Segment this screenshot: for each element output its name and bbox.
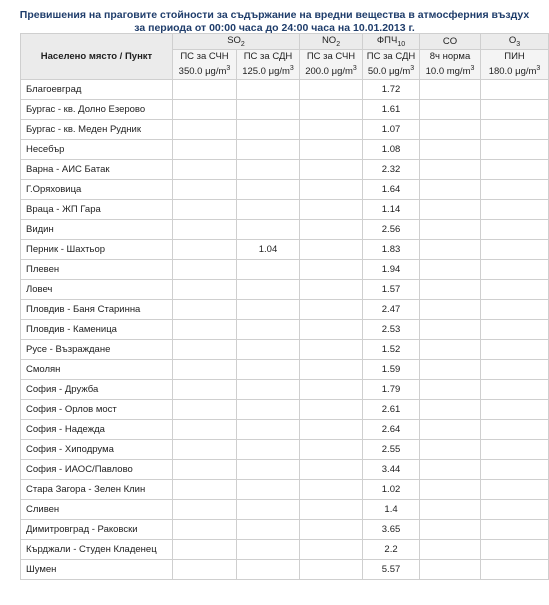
value-pm10-24h: 1.59	[363, 360, 420, 380]
value-so2-1h	[173, 460, 237, 480]
value-no2-1h	[300, 420, 363, 440]
value-o3	[481, 220, 549, 240]
value-pm10-24h: 3.65	[363, 520, 420, 540]
value-o3	[481, 140, 549, 160]
station-name: София - ИАОС/Павлово	[21, 460, 173, 480]
table-row	[21, 400, 549, 420]
value-no2-1h	[300, 200, 363, 220]
exceedance-table	[20, 33, 549, 580]
table-row	[21, 520, 549, 540]
station-name: Русе - Възраждане	[21, 340, 173, 360]
table-row	[21, 300, 549, 320]
station-name: Смолян	[21, 360, 173, 380]
report-title	[0, 0, 549, 33]
station-name: Шумен	[21, 560, 173, 580]
value-o3	[481, 320, 549, 340]
value-so2-1h	[173, 520, 237, 540]
value-no2-1h	[300, 360, 363, 380]
station-name: Несебър	[21, 140, 173, 160]
table-body	[21, 80, 549, 580]
value-pm10-24h: 3.44	[363, 460, 420, 480]
value-so2-1h	[173, 200, 237, 220]
value-co-8h	[420, 280, 481, 300]
value-so2-1h	[173, 540, 237, 560]
value-so2-24h	[237, 480, 300, 500]
station-name: Сливен	[21, 500, 173, 520]
value-co-8h	[420, 160, 481, 180]
value-co-8h	[420, 240, 481, 260]
value-co-8h	[420, 220, 481, 240]
table-row	[21, 100, 549, 120]
station-name: Кърджали - Студен Кладенец	[21, 540, 173, 560]
value-so2-24h	[237, 100, 300, 120]
value-so2-1h	[173, 280, 237, 300]
column-header-no2: $NO_2$	[300, 34, 363, 50]
value-so2-1h	[173, 260, 237, 280]
threshold-header	[300, 50, 363, 80]
station-name: Стара Загора - Зелен Клин	[21, 480, 173, 500]
station-name: Варна - АИС Батак	[21, 160, 173, 180]
threshold-label: 8ч норма	[429, 50, 471, 62]
threshold-header	[173, 50, 237, 80]
station-name: Враца - ЖП Гара	[21, 200, 173, 220]
value-so2-24h	[237, 340, 300, 360]
value-so2-1h	[173, 440, 237, 460]
value-pm10-24h: 2.56	[363, 220, 420, 240]
station-name: София - Орлов мост	[21, 400, 173, 420]
value-pm10-24h: 1.14	[363, 200, 420, 220]
value-so2-24h	[237, 460, 300, 480]
value-pm10-24h: 2.64	[363, 420, 420, 440]
table-row	[21, 320, 549, 340]
value-so2-24h	[237, 400, 300, 420]
value-o3	[481, 340, 549, 360]
value-o3	[481, 540, 549, 560]
value-so2-1h	[173, 340, 237, 360]
value-no2-1h	[300, 140, 363, 160]
column-header-o3: $O_3$	[481, 34, 549, 50]
value-no2-1h	[300, 240, 363, 260]
value-no2-1h	[300, 480, 363, 500]
value-o3	[481, 100, 549, 120]
threshold-value: 10.0 $mg/m^3$	[425, 64, 475, 78]
value-so2-1h	[173, 320, 237, 340]
table-row	[21, 540, 549, 560]
value-pm10-24h: 1.83	[363, 240, 420, 260]
value-o3	[481, 420, 549, 440]
station-name: Благоевград	[21, 80, 173, 100]
table-row	[21, 420, 549, 440]
value-co-8h	[420, 420, 481, 440]
table-row	[21, 380, 549, 400]
value-so2-24h	[237, 200, 300, 220]
value-no2-1h	[300, 100, 363, 120]
value-no2-1h	[300, 440, 363, 460]
station-name: София - Надежда	[21, 420, 173, 440]
value-pm10-24h: 1.57	[363, 280, 420, 300]
value-so2-24h	[237, 380, 300, 400]
value-so2-1h	[173, 400, 237, 420]
value-pm10-24h: 2.53	[363, 320, 420, 340]
value-co-8h	[420, 120, 481, 140]
value-o3	[481, 300, 549, 320]
value-no2-1h	[300, 380, 363, 400]
value-no2-1h	[300, 520, 363, 540]
value-o3	[481, 440, 549, 460]
report-title-line1: Превишения на праговите стойности за съдържание на вредни вещества в атмосферния въздух	[19, 9, 530, 21]
header-row-pollutants	[21, 34, 549, 50]
value-no2-1h	[300, 500, 363, 520]
station-name: Ловеч	[21, 280, 173, 300]
value-o3	[481, 560, 549, 580]
value-so2-24h	[237, 120, 300, 140]
value-co-8h	[420, 560, 481, 580]
value-co-8h	[420, 340, 481, 360]
value-o3	[481, 500, 549, 520]
value-o3	[481, 280, 549, 300]
value-so2-24h	[237, 260, 300, 280]
station-name: Плевен	[21, 260, 173, 280]
value-so2-24h	[237, 280, 300, 300]
value-so2-24h	[237, 320, 300, 340]
value-o3	[481, 120, 549, 140]
value-o3	[481, 200, 549, 220]
table-row	[21, 200, 549, 220]
table-row	[21, 440, 549, 460]
value-so2-24h: 1.04	[237, 240, 300, 260]
threshold-value: 180.0 $\mu g/m^3$	[488, 64, 541, 78]
station-name: Пловдив - Каменица	[21, 320, 173, 340]
value-pm10-24h: 1.72	[363, 80, 420, 100]
station-name: София - Дружба	[21, 380, 173, 400]
value-so2-1h	[173, 120, 237, 140]
table-row	[21, 280, 549, 300]
threshold-value: 50.0 $\mu g/m^3$	[367, 64, 415, 78]
value-so2-24h	[237, 220, 300, 240]
value-so2-24h	[237, 360, 300, 380]
value-pm10-24h: 1.4	[363, 500, 420, 520]
value-so2-24h	[237, 500, 300, 520]
value-o3	[481, 460, 549, 480]
value-no2-1h	[300, 160, 363, 180]
value-so2-1h	[173, 240, 237, 260]
threshold-header	[237, 50, 300, 80]
value-o3	[481, 480, 549, 500]
value-pm10-24h: 1.94	[363, 260, 420, 280]
value-pm10-24h: 1.08	[363, 140, 420, 160]
threshold-label: ПС за СДН	[243, 50, 293, 62]
value-no2-1h	[300, 180, 363, 200]
value-no2-1h	[300, 220, 363, 240]
threshold-label: ПИН	[504, 50, 525, 62]
value-so2-1h	[173, 180, 237, 200]
threshold-header	[420, 50, 481, 80]
table-row	[21, 120, 549, 140]
threshold-header	[481, 50, 549, 80]
station-name: София - Хиподрума	[21, 440, 173, 460]
table-row	[21, 460, 549, 480]
station-name: Видин	[21, 220, 173, 240]
value-co-8h	[420, 460, 481, 480]
value-pm10-24h: 2.61	[363, 400, 420, 420]
value-no2-1h	[300, 400, 363, 420]
station-name: Димитровград - Раковски	[21, 520, 173, 540]
value-so2-24h	[237, 160, 300, 180]
value-no2-1h	[300, 340, 363, 360]
value-co-8h	[420, 380, 481, 400]
value-pm10-24h: 2.47	[363, 300, 420, 320]
value-so2-1h	[173, 420, 237, 440]
threshold-header	[363, 50, 420, 80]
value-so2-1h	[173, 300, 237, 320]
station-name: Г.Оряховица	[21, 180, 173, 200]
value-so2-1h	[173, 80, 237, 100]
table-row	[21, 480, 549, 500]
table-row	[21, 240, 549, 260]
table-row	[21, 360, 549, 380]
report-title-line2: за периода от 00:00 часа до 24:00 часа на 10.01.2013 г.	[134, 22, 415, 34]
column-header-so2: $SO_2$	[173, 34, 300, 50]
value-co-8h	[420, 200, 481, 220]
table-row	[21, 260, 549, 280]
value-no2-1h	[300, 560, 363, 580]
column-header-place: Населено място / Пункт	[21, 34, 173, 80]
value-o3	[481, 520, 549, 540]
table-row	[21, 340, 549, 360]
value-no2-1h	[300, 540, 363, 560]
value-o3	[481, 160, 549, 180]
column-header-pm10: $ФПЧ_{10}$	[363, 34, 420, 50]
threshold-label: ПС за СДН	[366, 50, 416, 62]
table-row	[21, 160, 549, 180]
value-so2-1h	[173, 160, 237, 180]
value-co-8h	[420, 540, 481, 560]
value-o3	[481, 360, 549, 380]
value-so2-24h	[237, 560, 300, 580]
value-co-8h	[420, 500, 481, 520]
value-co-8h	[420, 260, 481, 280]
value-no2-1h	[300, 120, 363, 140]
station-name: Пловдив - Баня Старинна	[21, 300, 173, 320]
value-pm10-24h: 1.61	[363, 100, 420, 120]
value-so2-24h	[237, 140, 300, 160]
table-row	[21, 180, 549, 200]
value-so2-24h	[237, 300, 300, 320]
station-name: Перник - Шахтьор	[21, 240, 173, 260]
table-row	[21, 560, 549, 580]
column-header-co: CO	[420, 34, 481, 50]
value-pm10-24h: 1.64	[363, 180, 420, 200]
value-o3	[481, 380, 549, 400]
value-pm10-24h: 1.07	[363, 120, 420, 140]
value-so2-24h	[237, 520, 300, 540]
value-so2-1h	[173, 360, 237, 380]
value-no2-1h	[300, 260, 363, 280]
value-pm10-24h: 1.02	[363, 480, 420, 500]
value-co-8h	[420, 400, 481, 420]
value-pm10-24h: 5.57	[363, 560, 420, 580]
value-o3	[481, 400, 549, 420]
value-so2-24h	[237, 420, 300, 440]
threshold-label: ПС за СЧН	[306, 50, 356, 62]
threshold-value: 350.0 $\mu g/m^3$	[178, 64, 231, 78]
value-o3	[481, 80, 549, 100]
value-so2-1h	[173, 100, 237, 120]
value-so2-1h	[173, 480, 237, 500]
value-no2-1h	[300, 80, 363, 100]
table-row	[21, 500, 549, 520]
value-so2-1h	[173, 220, 237, 240]
value-so2-24h	[237, 540, 300, 560]
value-pm10-24h: 2.32	[363, 160, 420, 180]
threshold-value: 125.0 $\mu g/m^3$	[242, 64, 294, 78]
value-no2-1h	[300, 300, 363, 320]
value-co-8h	[420, 100, 481, 120]
value-co-8h	[420, 300, 481, 320]
value-pm10-24h: 2.2	[363, 540, 420, 560]
value-pm10-24h: 1.79	[363, 380, 420, 400]
table-row	[21, 140, 549, 160]
value-so2-1h	[173, 380, 237, 400]
value-so2-1h	[173, 560, 237, 580]
value-so2-24h	[237, 80, 300, 100]
value-pm10-24h: 1.52	[363, 340, 420, 360]
value-o3	[481, 240, 549, 260]
value-so2-24h	[237, 440, 300, 460]
value-co-8h	[420, 80, 481, 100]
value-so2-1h	[173, 500, 237, 520]
value-o3	[481, 260, 549, 280]
threshold-label: ПС за СЧН	[180, 50, 229, 62]
value-o3	[481, 180, 549, 200]
value-so2-1h	[173, 140, 237, 160]
table-row	[21, 220, 549, 240]
table-row	[21, 80, 549, 100]
station-name: Бургас - кв. Долно Езерово	[21, 100, 173, 120]
value-co-8h	[420, 520, 481, 540]
station-name: Бургас - кв. Меден Рудник	[21, 120, 173, 140]
value-co-8h	[420, 180, 481, 200]
value-co-8h	[420, 320, 481, 340]
value-co-8h	[420, 140, 481, 160]
value-co-8h	[420, 440, 481, 460]
value-co-8h	[420, 480, 481, 500]
value-co-8h	[420, 360, 481, 380]
value-pm10-24h: 2.55	[363, 440, 420, 460]
value-no2-1h	[300, 460, 363, 480]
value-no2-1h	[300, 320, 363, 340]
value-so2-24h	[237, 180, 300, 200]
threshold-value: 200.0 $\mu g/m^3$	[305, 64, 357, 78]
value-no2-1h	[300, 280, 363, 300]
